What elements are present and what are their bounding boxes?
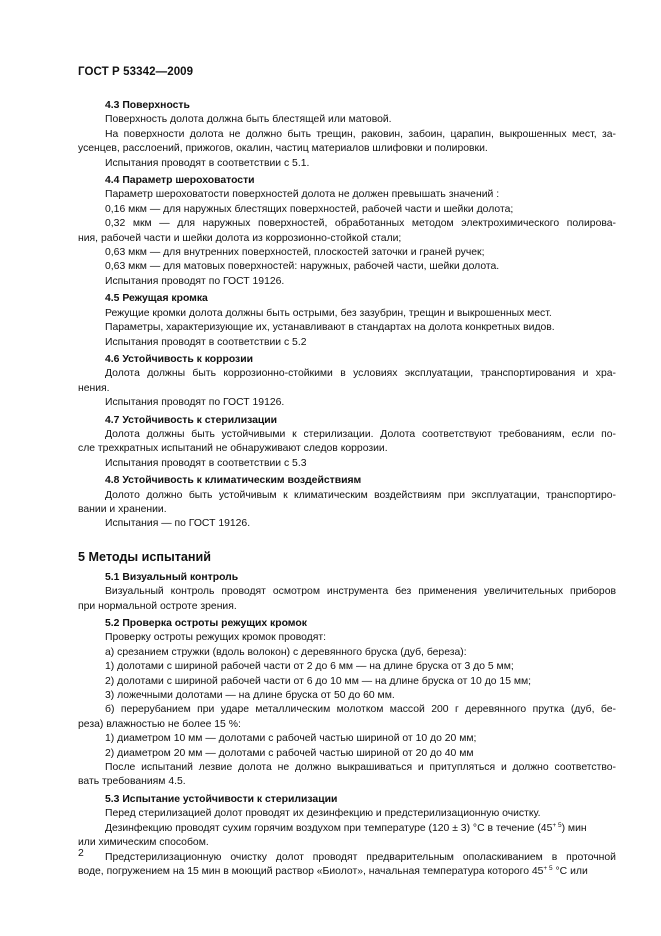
paragraph-line	[78, 865, 616, 879]
paragraph-line: 0,16 мкм — для наружных блестящих поверхностей, рабочей части и шейки долота;	[105, 203, 514, 215]
paragraph-line	[78, 822, 616, 836]
list-item: 2) долотами с шириной рабочей части от 6 до 10 мм — на длине бруска от 10 до 15 мм;	[105, 675, 532, 687]
paragraph-line: Испытания проводят по ГОСТ 19126.	[105, 397, 285, 409]
section-4-4-title: 4.4 Параметр шероховатости	[105, 175, 255, 187]
paragraph-line: Испытания проводят в соответствии с 5.1.	[105, 157, 310, 169]
section-5-2-title: 5.2 Проверка остроты режущих кромок	[105, 618, 307, 629]
text-span: Дезинфекцию проводят сухим горячим воздухом при температуре (120 ± 3) °С в течение (45	[105, 822, 553, 834]
paragraph-line: вать требованиям 4.5.	[78, 776, 186, 788]
section-4-7-title: 4.7 Устойчивость к стерилизации	[105, 414, 278, 426]
paragraph-line: Долото должно быть устойчивым к климатическим воздействиям при эксплуатации, транспортиро-	[105, 489, 616, 501]
list-item: 1) диаметром 10 мм — долотами с рабочей частью шириной от 10 до 20 мм;	[105, 733, 477, 745]
paragraph-line: На поверхности долота не должно быть трещин, раковин, забоин, царапин, выкрошенных мест, за-	[105, 128, 616, 140]
superscript: + 5	[552, 821, 562, 829]
paragraph-line: реза) влажностью не более 15 %:	[78, 718, 241, 730]
document-body	[78, 96, 616, 879]
paragraph-line: Испытания проводят по ГОСТ 19126.	[105, 275, 285, 287]
page-number: 2	[78, 848, 84, 859]
paragraph-line: 0,63 мкм — для внутренних поверхностей, плоскостей заточки и граней ручек;	[105, 247, 485, 259]
section-4-6-title: 4.6 Устойчивость к коррозии	[105, 353, 253, 365]
paragraph-line: вании и хранении.	[78, 503, 167, 515]
paragraph-line: Параметры, характеризующие их, устанавливают в стандартах на долота конкретных видов.	[105, 322, 555, 334]
text-span: воде, погружением на 15 мин в моющий раствор «Биолот», начальная температура которого 45	[78, 865, 544, 877]
section-5-1-title: 5.1 Визуальный контроль	[105, 571, 239, 583]
paragraph-line: 0,32 мкм — для наружных поверхностей, обработанных методом электрохимического полирова-	[105, 218, 616, 230]
list-item: 1) долотами с шириной рабочей части от 2 до 6 мм — на длине бруска от 3 до 5 мм;	[105, 661, 514, 673]
paragraph-line: Испытания проводят в соответствии с 5.2	[105, 336, 307, 348]
text-span: ) мин	[561, 822, 587, 834]
section-4-8-title: 4.8 Устойчивость к климатическим воздействиям	[105, 475, 362, 487]
paragraph-line: ния, рабочей части и шейки долота из коррозионно-стойкой стали;	[78, 232, 402, 244]
list-item: б) перерубанием при ударе металлическим молотком массой 200 г деревянного прутка (дуб, бе-	[105, 704, 616, 716]
list-item: 3) ложечными долотами — на длине бруска от 50 до 60 мм.	[105, 690, 395, 702]
paragraph-line: После испытаний лезвие долота не должно выкрашиваться и притупляться и должно соответство-	[105, 762, 616, 774]
paragraph-line: Проверку остроты режущих кромок проводят:	[105, 632, 326, 644]
paragraph-line: Режущие кромки долота должны быть острыми, без зазубрин, трещин и выкрошенных мест.	[105, 307, 552, 319]
paragraph-line: Визуальный контроль проводят осмотром инструмента без применения увеличительных приборов	[105, 586, 616, 598]
paragraph-line: Долота должны быть коррозионно-стойкими в условиях эксплуатации, транспортирования и хра-	[105, 368, 616, 380]
paragraph-line: Поверхность долота должна быть блестящей или матовой.	[105, 114, 392, 126]
paragraph-line: Испытания — по ГОСТ 19126.	[105, 518, 251, 530]
paragraph-line: или химическим способом.	[78, 837, 209, 849]
list-item: 2) диаметром 20 мм — долотами с рабочей частью шириной от 20 до 40 мм	[105, 747, 474, 759]
paragraph-line: Предстерилизационную очистку долот проводят предварительным ополаскиванием в проточной	[105, 851, 616, 863]
text-span: °С или	[552, 865, 588, 877]
paragraph-line: Долота должны быть устойчивыми к стерилизации. Долота соответствуют требованиям, если по-	[105, 428, 616, 440]
paragraph-line: сле трехкратных испытаний не обнаруживают следов коррозии.	[78, 443, 388, 455]
section-4-5-title: 4.5 Режущая кромка	[105, 293, 208, 305]
paragraph-line: Испытания проводят в соответствии с 5.3	[105, 457, 307, 469]
paragraph-line: при нормальной остроте зрения.	[78, 600, 237, 612]
section-5-3-title: 5.3 Испытание устойчивости к стерилизации	[105, 793, 338, 805]
paragraph-line: нения.	[78, 382, 110, 394]
section-5-title: 5 Методы испытаний	[78, 549, 211, 564]
list-item: а) срезанием стружки (вдоль волокон) с деревянного бруска (дуб, береза):	[105, 646, 467, 658]
document-header: ГОСТ Р 53342—2009	[78, 66, 194, 78]
paragraph-line: 0,63 мкм — для матовых поверхностей: наружных, рабочей части, шейки долота.	[105, 261, 500, 273]
paragraph-line: усенцев, расслоений, прижогов, окалин, частиц материалов шлифовки и полировки.	[78, 143, 488, 155]
section-4-3-title: 4.3 Поверхность	[105, 100, 190, 111]
paragraph-line: Параметр шероховатости поверхностей долота не должен превышать значений :	[105, 189, 500, 201]
paragraph-line: Перед стерилизацией долот проводят их дезинфекцию и предстерилизационную очистку.	[105, 808, 541, 820]
superscript: + 5	[543, 864, 553, 872]
